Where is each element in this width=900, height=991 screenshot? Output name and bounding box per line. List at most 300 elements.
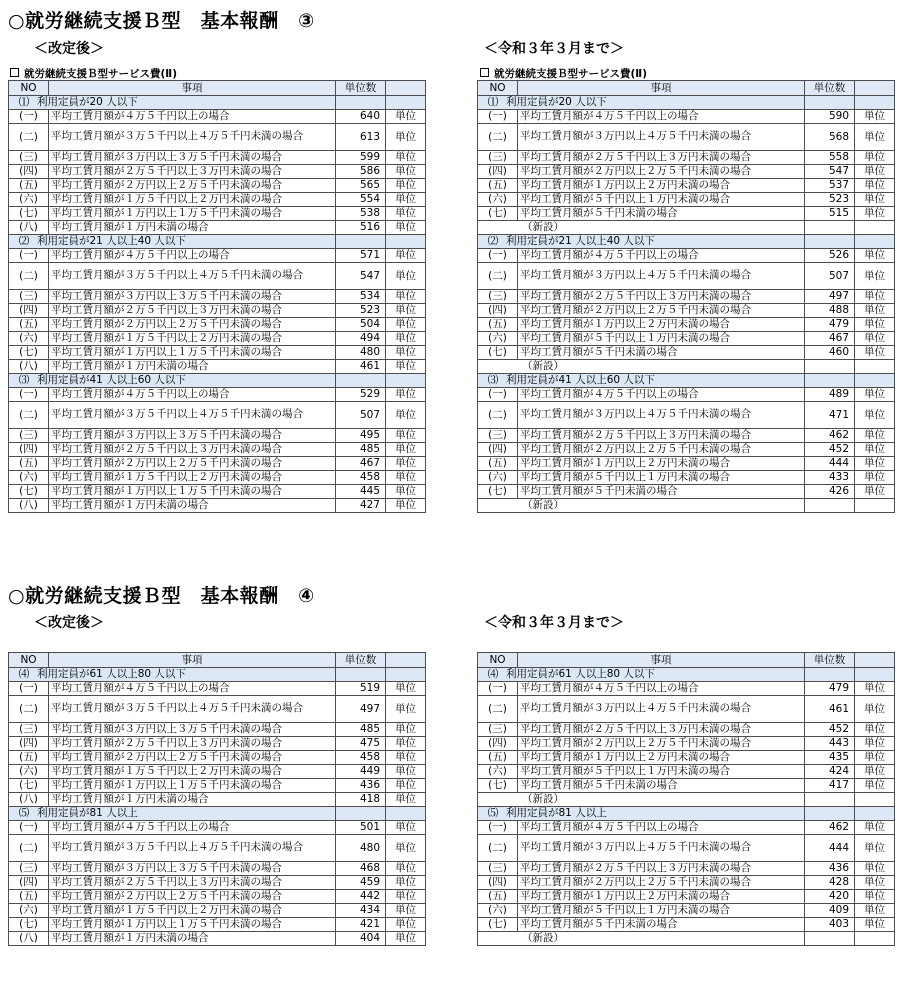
row-unit: 単位: [855, 263, 895, 290]
row-desc: 平均工賃月額が１万円以上２万円未満の場合: [518, 318, 805, 332]
row-unit: 単位: [386, 751, 426, 765]
table-row: [478, 765, 895, 779]
row-no: (一): [478, 388, 518, 402]
table-row: [478, 485, 895, 499]
table-row: [478, 457, 895, 471]
row-no: (三): [478, 151, 518, 165]
section-desc: 利用定員が20 人以下: [37, 96, 138, 108]
row-unit: 単位: [386, 890, 426, 904]
table-row: [9, 388, 426, 402]
table-row: [478, 304, 895, 318]
row-points: 480: [336, 346, 386, 360]
table-row: [478, 904, 895, 918]
row-desc: 平均工賃月額が１万５千円以上２万円未満の場合: [49, 193, 336, 207]
row-desc: 平均工賃月額が２万円以上２万５千円未満の場合: [518, 304, 805, 318]
section-label: [9, 374, 336, 388]
table-row: [9, 779, 426, 793]
row-points: 523: [336, 304, 386, 318]
row-no: (一): [478, 110, 518, 124]
table-row: [478, 862, 895, 876]
row-no: (四): [9, 165, 49, 179]
row-desc: 平均工賃月額が３万５千円以上４万５千円未満の場合: [49, 835, 336, 862]
section-4-after-table: [8, 652, 426, 946]
row-points: 435: [805, 751, 855, 765]
row-unit: 単位: [386, 876, 426, 890]
row-points: 426: [805, 485, 855, 499]
row-points: 485: [336, 723, 386, 737]
table-header-row: [9, 81, 426, 96]
row-desc: 平均工賃月額が１万５千円以上２万円未満の場合: [49, 332, 336, 346]
row-points: 523: [805, 193, 855, 207]
row-unit: 単位: [855, 918, 895, 932]
row-desc: 平均工賃月額が５千円未満の場合: [518, 779, 805, 793]
section-number: ⑴: [487, 96, 499, 108]
row-no: (二): [9, 696, 49, 723]
row-unit: 単位: [386, 793, 426, 807]
section-4-before-label: ＜令和３年３月まで＞: [484, 615, 624, 631]
row-no: (七): [478, 207, 518, 221]
section-label: [9, 668, 336, 682]
row-unit: 単位: [855, 207, 895, 221]
header-unit: [855, 81, 895, 96]
section-desc: 利用定員が81 人以上: [37, 807, 138, 819]
row-unit: 単位: [855, 890, 895, 904]
row-points: 445: [336, 485, 386, 499]
row-no: (八): [9, 932, 49, 946]
section-number: ⑷: [18, 668, 30, 680]
row-desc: 平均工賃月額が５千円未満の場合: [518, 485, 805, 499]
row-no: (四): [9, 304, 49, 318]
row-unit: 単位: [386, 821, 426, 835]
row-no: (六): [478, 193, 518, 207]
empty-cell: [855, 235, 895, 249]
empty-cell: [855, 807, 895, 821]
row-desc: 平均工賃月額が５千円以上１万円未満の場合: [518, 332, 805, 346]
row-points: 547: [336, 263, 386, 290]
section-desc: 利用定員が61 人以上80 人以下: [37, 668, 186, 680]
row-desc: 平均工賃月額が２万５千円以上３万円未満の場合: [49, 443, 336, 457]
row-desc: 平均工賃月額が３万５千円以上４万５千円未満の場合: [49, 696, 336, 723]
table-row: [478, 779, 895, 793]
row-desc: 平均工賃月額が１万円未満の場合: [49, 360, 336, 374]
row-desc: 平均工賃月額が４万５千円以上の場合: [518, 821, 805, 835]
section-4-before-table: [477, 652, 895, 946]
row-no: (四): [478, 304, 518, 318]
row-unit: 単位: [855, 443, 895, 457]
row-unit: 単位: [855, 346, 895, 360]
empty-cell: [805, 235, 855, 249]
table-row: [478, 290, 895, 304]
caption-text: 就労継続支援Ｂ型サービス費(Ⅱ): [24, 68, 178, 80]
row-no: (七): [478, 779, 518, 793]
section-number: ⑶: [18, 374, 30, 386]
table-row: [9, 207, 426, 221]
row-desc: 平均工賃月額が２万円以上２万５千円未満の場合: [518, 737, 805, 751]
row-unit: 単位: [386, 918, 426, 932]
row-desc: 平均工賃月額が２万円以上２万５千円未満の場合: [49, 890, 336, 904]
row-unit: 単位: [386, 835, 426, 862]
row-desc: 平均工賃月額が２万５千円以上３万円未満の場合: [49, 876, 336, 890]
row-unit: 単位: [855, 779, 895, 793]
section-3-after-label: ＜改定後＞: [34, 41, 104, 57]
row-no: (六): [478, 332, 518, 346]
row-desc: 平均工賃月額が１万円以上１万５千円未満の場合: [49, 779, 336, 793]
row-no: (二): [478, 124, 518, 151]
row-points: 417: [805, 779, 855, 793]
row-desc: 平均工賃月額が２万５千円以上３万円未満の場合: [49, 304, 336, 318]
header-points: 単位数: [336, 653, 386, 668]
new-label: （新設）: [478, 793, 805, 807]
section-3-after-caption: [10, 66, 177, 81]
row-no: (六): [478, 765, 518, 779]
table-row: [9, 346, 426, 360]
row-desc: 平均工賃月額が５千円未満の場合: [518, 346, 805, 360]
row-desc: 平均工賃月額が２万５千円以上３万円未満の場合: [518, 151, 805, 165]
row-unit: 単位: [386, 457, 426, 471]
row-points: 452: [805, 723, 855, 737]
row-unit: 単位: [386, 429, 426, 443]
row-desc: 平均工賃月額が５千円以上１万円未満の場合: [518, 471, 805, 485]
row-desc: 平均工賃月額が２万５千円以上３万円未満の場合: [518, 290, 805, 304]
row-no: (六): [9, 193, 49, 207]
row-no: (七): [9, 918, 49, 932]
row-desc: 平均工賃月額が１万円未満の場合: [49, 221, 336, 235]
header-points: 単位数: [336, 81, 386, 96]
row-desc: 平均工賃月額が１万５千円以上２万円未満の場合: [49, 471, 336, 485]
row-points: 568: [805, 124, 855, 151]
row-no: (五): [9, 179, 49, 193]
row-no: (三): [9, 723, 49, 737]
row-points: 468: [336, 862, 386, 876]
table-row: [9, 318, 426, 332]
header-unit: [386, 653, 426, 668]
row-unit: 単位: [855, 723, 895, 737]
header-no: NO: [9, 653, 49, 668]
row-unit: 単位: [855, 179, 895, 193]
table-row: [478, 723, 895, 737]
row-desc: 平均工賃月額が４万５千円以上の場合: [49, 821, 336, 835]
table-new-row: [478, 221, 895, 235]
row-points: 436: [336, 779, 386, 793]
row-unit: 単位: [386, 110, 426, 124]
row-no: (一): [478, 682, 518, 696]
row-no: (三): [9, 290, 49, 304]
table-row: [9, 290, 426, 304]
row-points: 586: [336, 165, 386, 179]
row-unit: 単位: [855, 876, 895, 890]
empty-cell: [805, 221, 855, 235]
table-row: [9, 471, 426, 485]
row-unit: 単位: [386, 346, 426, 360]
table-row: [9, 360, 426, 374]
section-number: ⑷: [487, 668, 499, 680]
row-desc: 平均工賃月額が２万５千円以上３万円未満の場合: [49, 165, 336, 179]
table-row: [478, 110, 895, 124]
row-desc: 平均工賃月額が３万円以上３万５千円未満の場合: [49, 151, 336, 165]
header-item: 事項: [518, 81, 805, 96]
row-points: 434: [336, 904, 386, 918]
row-no: (四): [478, 165, 518, 179]
row-unit: 単位: [386, 221, 426, 235]
row-no: (二): [9, 402, 49, 429]
row-points: 497: [805, 290, 855, 304]
table-row: [9, 332, 426, 346]
row-points: 444: [805, 835, 855, 862]
row-unit: 単位: [855, 765, 895, 779]
empty-cell: [805, 807, 855, 821]
empty-cell: [386, 96, 426, 110]
row-points: 640: [336, 110, 386, 124]
row-no: (七): [9, 485, 49, 499]
section-desc: 利用定員が21 人以上40 人以下: [37, 235, 186, 247]
table-row: [9, 193, 426, 207]
row-desc: 平均工賃月額が３万円以上３万５千円未満の場合: [49, 429, 336, 443]
row-unit: 単位: [386, 263, 426, 290]
table-row: [9, 765, 426, 779]
section-3-title: ○就労継続支援Ｂ型 基本報酬 ③: [8, 10, 315, 32]
empty-cell: [855, 374, 895, 388]
section-label: [478, 807, 805, 821]
row-no: (五): [9, 890, 49, 904]
row-no: (八): [9, 221, 49, 235]
row-no: (五): [478, 457, 518, 471]
table-row: [478, 332, 895, 346]
row-desc: 平均工賃月額が１万円以上２万円未満の場合: [518, 457, 805, 471]
row-no: (四): [9, 737, 49, 751]
row-desc: 平均工賃月額が２万円以上２万５千円未満の場合: [518, 876, 805, 890]
row-no: (三): [478, 290, 518, 304]
row-points: 489: [805, 388, 855, 402]
row-unit: 単位: [855, 124, 895, 151]
row-no: (四): [478, 443, 518, 457]
row-points: 516: [336, 221, 386, 235]
row-desc: 平均工賃月額が３万円以上４万５千円未満の場合: [518, 835, 805, 862]
row-desc: 平均工賃月額が２万円以上２万５千円未満の場合: [49, 751, 336, 765]
row-unit: 単位: [386, 249, 426, 263]
row-no: (三): [478, 862, 518, 876]
empty-cell: [855, 96, 895, 110]
empty-cell: [855, 499, 895, 513]
table-row: [478, 402, 895, 429]
empty-cell: [336, 668, 386, 682]
row-unit: 単位: [855, 737, 895, 751]
row-points: 519: [336, 682, 386, 696]
row-unit: 単位: [855, 821, 895, 835]
table-section-row: [9, 668, 426, 682]
row-points: 443: [805, 737, 855, 751]
row-points: 494: [336, 332, 386, 346]
row-desc: 平均工賃月額が２万５千円以上３万円未満の場合: [49, 737, 336, 751]
row-points: 495: [336, 429, 386, 443]
row-unit: 単位: [855, 862, 895, 876]
table-header-row: [9, 653, 426, 668]
row-no: (一): [9, 249, 49, 263]
row-points: 428: [805, 876, 855, 890]
row-points: 467: [336, 457, 386, 471]
table-row: [9, 696, 426, 723]
row-unit: 単位: [855, 696, 895, 723]
row-no: (五): [478, 890, 518, 904]
section-desc: 利用定員が21 人以上40 人以下: [506, 235, 655, 247]
section-desc: 利用定員が81 人以上: [506, 807, 607, 819]
row-desc: 平均工賃月額が４万５千円以上の場合: [49, 682, 336, 696]
row-points: 449: [336, 765, 386, 779]
header-item: 事項: [49, 81, 336, 96]
table-section-row: [478, 668, 895, 682]
section-3-after-table: [8, 80, 426, 513]
table-row: [478, 751, 895, 765]
row-no: (五): [478, 179, 518, 193]
table-row: [9, 402, 426, 429]
row-no: (三): [9, 862, 49, 876]
row-points: 433: [805, 471, 855, 485]
row-points: 462: [805, 429, 855, 443]
row-points: 427: [336, 499, 386, 513]
row-points: 420: [805, 890, 855, 904]
row-no: (七): [478, 485, 518, 499]
table-row: [478, 263, 895, 290]
table-section-row: [478, 374, 895, 388]
table-row: [9, 165, 426, 179]
row-unit: 単位: [386, 682, 426, 696]
section-4-after-label: ＜改定後＞: [34, 615, 104, 631]
row-no: (二): [9, 263, 49, 290]
row-desc: 平均工賃月額が５千円以上１万円未満の場合: [518, 765, 805, 779]
row-desc: 平均工賃月額が４万５千円以上の場合: [518, 388, 805, 402]
table-row: [478, 876, 895, 890]
empty-cell: [805, 96, 855, 110]
row-points: 537: [805, 179, 855, 193]
row-points: 507: [336, 402, 386, 429]
row-no: (三): [9, 429, 49, 443]
row-desc: 平均工賃月額が１万円未満の場合: [49, 793, 336, 807]
section-desc: 利用定員が20 人以下: [506, 96, 607, 108]
row-desc: 平均工賃月額が３万円以上４万５千円未満の場合: [518, 696, 805, 723]
table-section-row: [478, 96, 895, 110]
row-no: (五): [9, 457, 49, 471]
row-points: 418: [336, 793, 386, 807]
empty-cell: [386, 668, 426, 682]
row-unit: 単位: [386, 304, 426, 318]
row-desc: 平均工賃月額が２万５千円以上３万円未満の場合: [518, 429, 805, 443]
table-row: [478, 821, 895, 835]
table-row: [478, 346, 895, 360]
row-desc: 平均工賃月額が４万５千円以上の場合: [518, 110, 805, 124]
row-desc: 平均工賃月額が１万円以上１万５千円未満の場合: [49, 485, 336, 499]
table-row: [478, 318, 895, 332]
row-unit: 単位: [386, 904, 426, 918]
row-desc: 平均工賃月額が２万円以上２万５千円未満の場合: [49, 179, 336, 193]
empty-cell: [336, 374, 386, 388]
header-item: 事項: [518, 653, 805, 668]
row-points: 507: [805, 263, 855, 290]
row-unit: 単位: [855, 304, 895, 318]
table-row: [9, 737, 426, 751]
table-row: [478, 179, 895, 193]
checkbox-square-icon: [10, 68, 19, 77]
row-points: 485: [336, 443, 386, 457]
row-points: 458: [336, 751, 386, 765]
row-points: 565: [336, 179, 386, 193]
row-unit: 単位: [386, 124, 426, 151]
table-row: [9, 918, 426, 932]
empty-cell: [855, 221, 895, 235]
header-no: NO: [478, 81, 518, 96]
row-no: (八): [9, 793, 49, 807]
header-points: 単位数: [805, 653, 855, 668]
table-row: [9, 932, 426, 946]
table-row: [9, 821, 426, 835]
row-unit: 単位: [386, 207, 426, 221]
row-points: 424: [805, 765, 855, 779]
row-points: 452: [805, 443, 855, 457]
row-no: (三): [478, 723, 518, 737]
empty-cell: [805, 932, 855, 946]
table-row: [478, 249, 895, 263]
row-desc: 平均工賃月額が３万５千円以上４万５千円未満の場合: [49, 124, 336, 151]
row-desc: 平均工賃月額が２万円以上２万５千円未満の場合: [518, 443, 805, 457]
table-new-row: [478, 499, 895, 513]
empty-cell: [386, 374, 426, 388]
row-unit: 単位: [386, 290, 426, 304]
row-unit: 単位: [386, 193, 426, 207]
section-desc: 利用定員が41 人以上60 人以下: [37, 374, 186, 386]
table-row: [478, 165, 895, 179]
row-unit: 単位: [855, 151, 895, 165]
section-label: [478, 374, 805, 388]
row-points: 534: [336, 290, 386, 304]
table-new-row: [478, 793, 895, 807]
row-desc: 平均工賃月額が３万円以上４万５千円未満の場合: [518, 124, 805, 151]
row-points: 458: [336, 471, 386, 485]
row-desc: 平均工賃月額が４万５千円以上の場合: [49, 249, 336, 263]
section-number: ⑵: [487, 235, 499, 247]
table-row: [9, 751, 426, 765]
row-desc: 平均工賃月額が４万５千円以上の場合: [518, 249, 805, 263]
table-row: [478, 124, 895, 151]
section-number: ⑸: [487, 807, 499, 819]
row-desc: 平均工賃月額が５千円以上１万円未満の場合: [518, 193, 805, 207]
header-unit: [386, 81, 426, 96]
table-row: [478, 443, 895, 457]
row-points: 501: [336, 821, 386, 835]
row-points: 471: [805, 402, 855, 429]
section-label: [9, 235, 336, 249]
empty-cell: [805, 668, 855, 682]
row-desc: 平均工賃月額が４万５千円以上の場合: [49, 110, 336, 124]
row-desc: 平均工賃月額が５千円未満の場合: [518, 918, 805, 932]
row-unit: 単位: [386, 779, 426, 793]
empty-cell: [336, 235, 386, 249]
table-row: [478, 193, 895, 207]
table-row: [9, 221, 426, 235]
empty-cell: [855, 793, 895, 807]
empty-cell: [805, 360, 855, 374]
table-section-row: [9, 374, 426, 388]
empty-cell: [855, 932, 895, 946]
row-unit: 単位: [855, 457, 895, 471]
table-row: [9, 249, 426, 263]
row-unit: 単位: [855, 193, 895, 207]
section-number: ⑶: [487, 374, 499, 386]
section-label: [9, 807, 336, 821]
row-no: (六): [9, 332, 49, 346]
row-no: (四): [478, 737, 518, 751]
row-no: (四): [9, 443, 49, 457]
row-points: 599: [336, 151, 386, 165]
row-desc: 平均工賃月額が３万５千円以上４万５千円未満の場合: [49, 402, 336, 429]
row-unit: 単位: [855, 318, 895, 332]
